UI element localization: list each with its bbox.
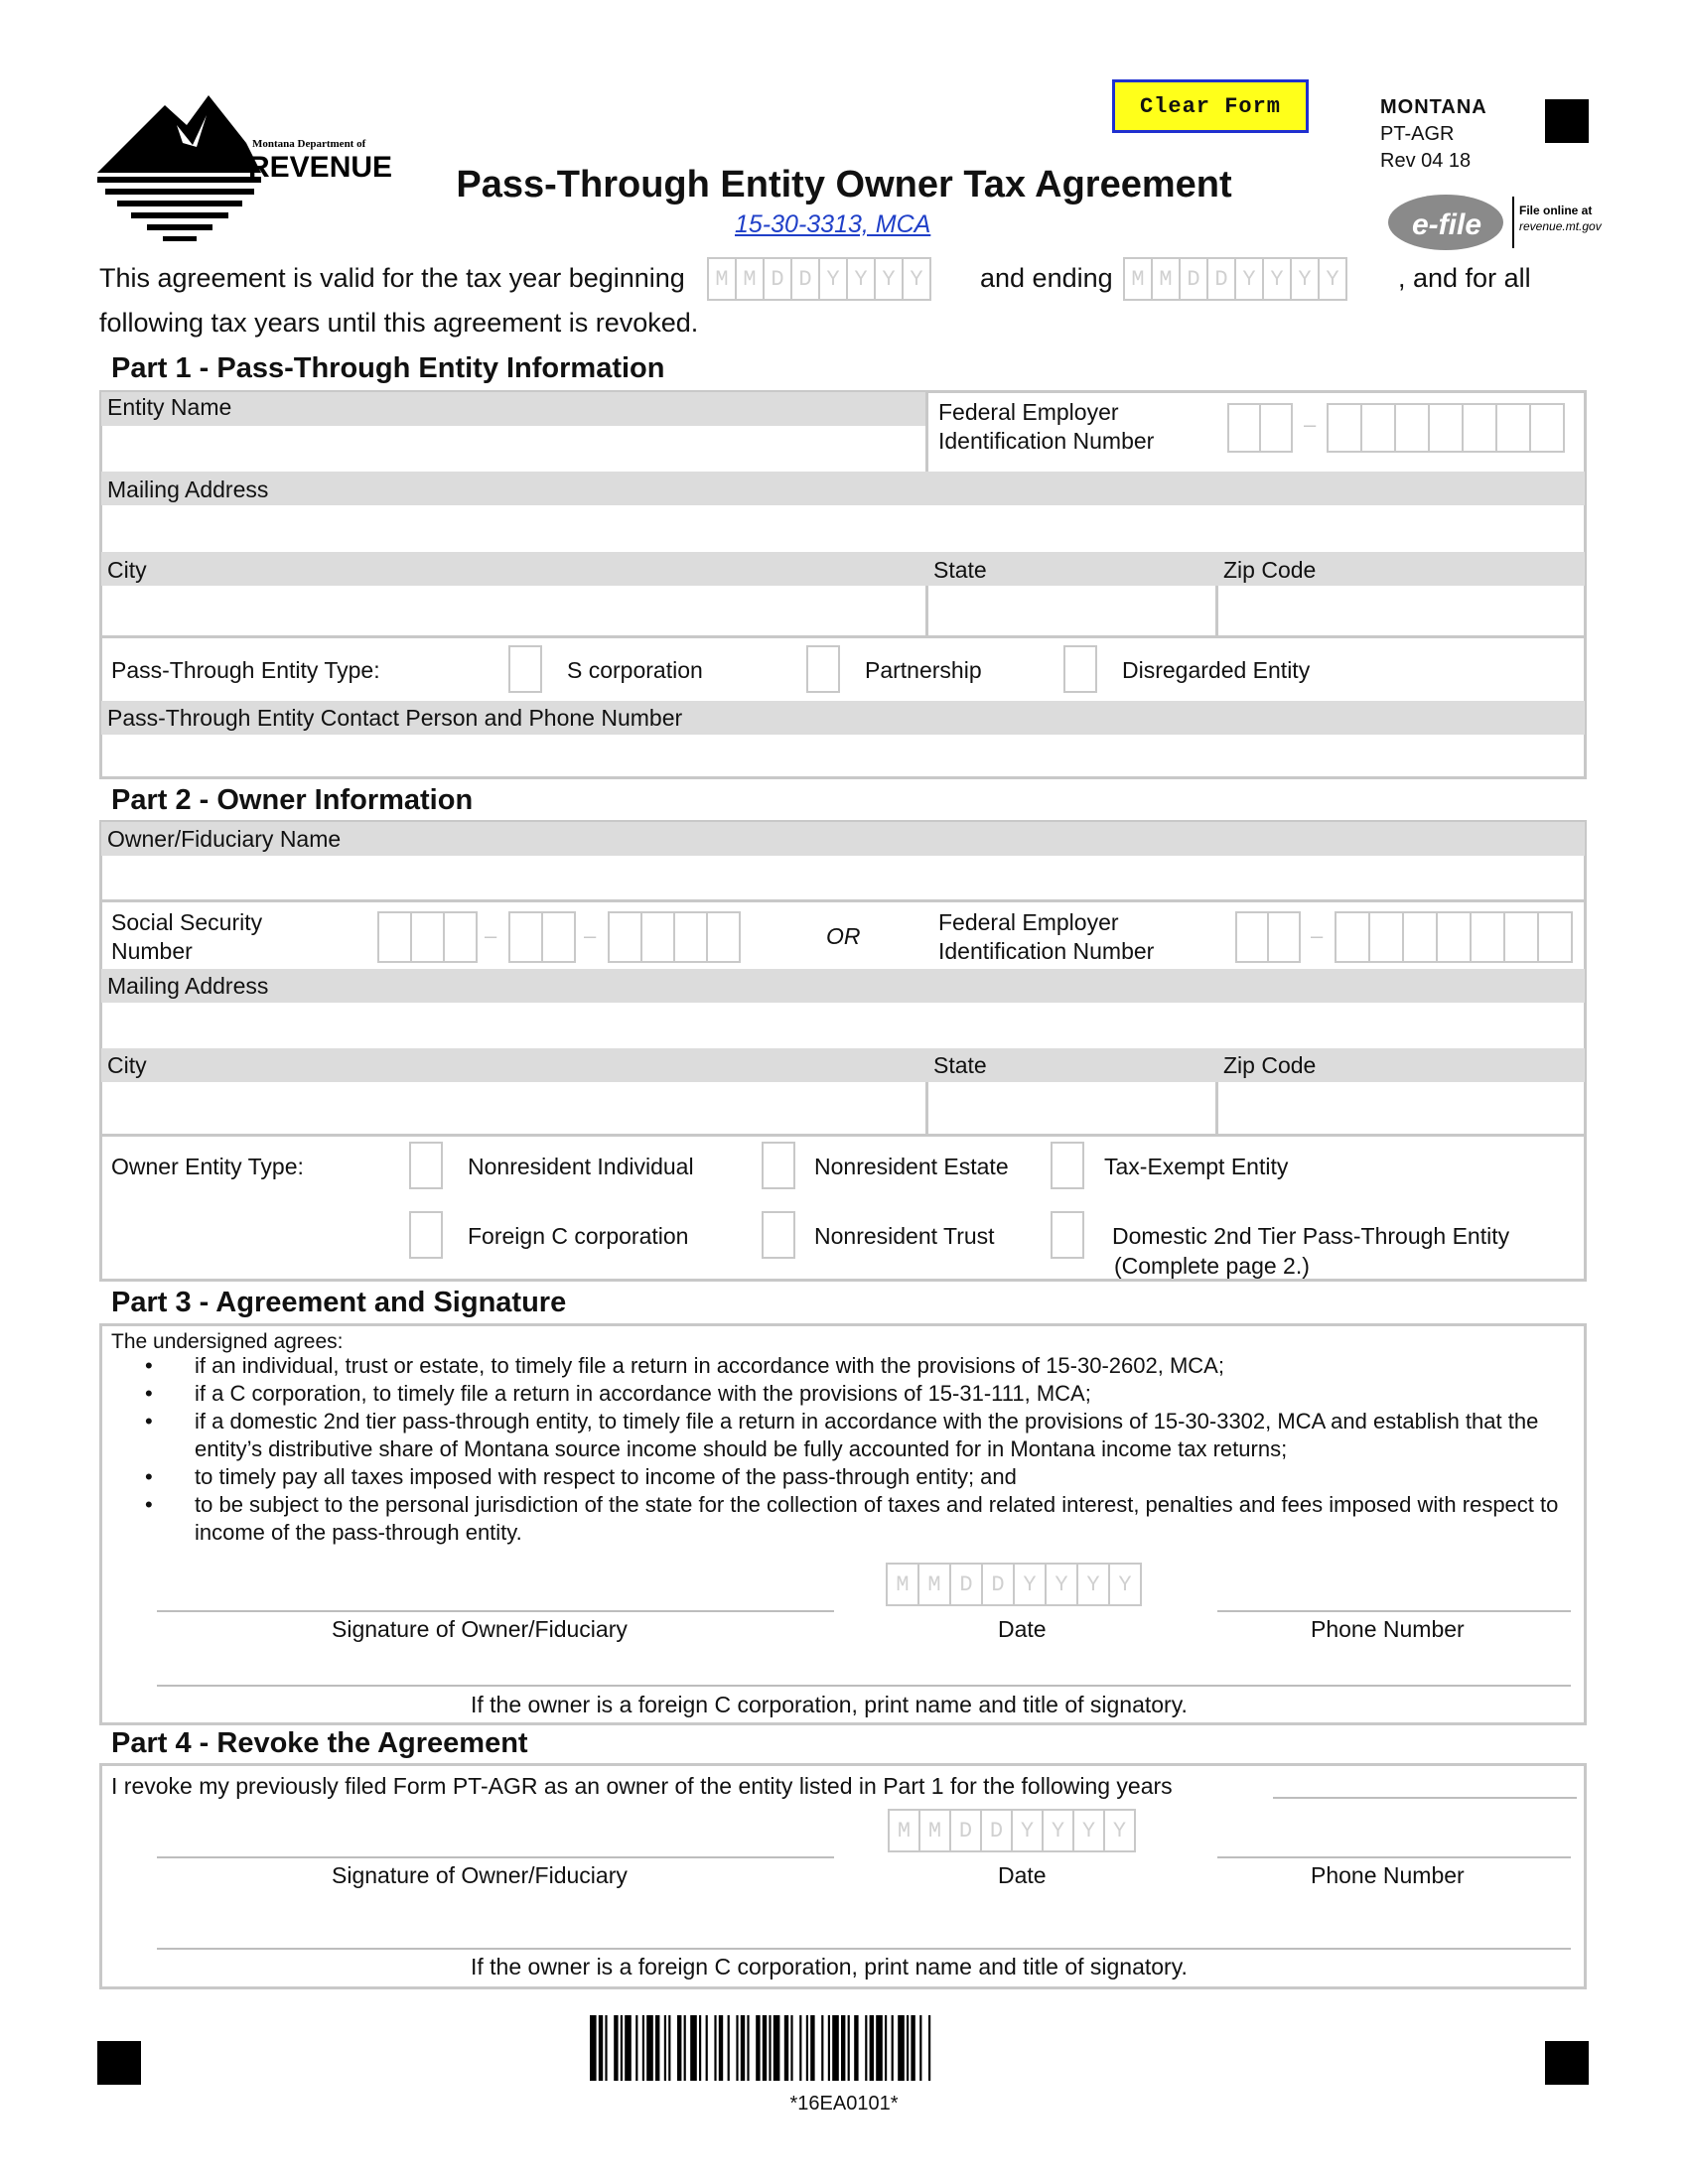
domestic-2nd-tier-label: Domestic 2nd Tier Pass-Through Entity xyxy=(1112,1223,1510,1249)
barcode-bar xyxy=(784,2015,788,2081)
zip-label: Zip Code xyxy=(1223,557,1317,583)
registration-mark xyxy=(97,2041,141,2085)
date-cell: D xyxy=(763,257,792,301)
barcode-bar xyxy=(719,2015,723,2081)
barcode-bar xyxy=(854,2015,858,2081)
disregarded-entity-checkbox[interactable] xyxy=(1063,645,1097,693)
date-cell: M xyxy=(918,1809,951,1852)
barcode-bar xyxy=(690,2015,697,2081)
date-cell: D xyxy=(949,1809,982,1852)
date-cell: Y xyxy=(1318,257,1347,301)
or-label: OR xyxy=(826,923,861,949)
contact-label: Pass-Through Entity Contact Person and Phone Number xyxy=(107,705,683,731)
date-cell: Y xyxy=(1076,1563,1110,1606)
agreement-intro: The undersigned agrees: xyxy=(111,1330,344,1353)
owner-name-label: Owner/Fiduciary Name xyxy=(107,826,342,852)
tax-exempt-entity-label: Tax-Exempt Entity xyxy=(1104,1154,1289,1179)
nonresident-estate-checkbox[interactable] xyxy=(762,1142,795,1189)
tax-exempt-entity-checkbox[interactable] xyxy=(1051,1142,1084,1189)
owner-mailing-address-label: Mailing Address xyxy=(107,973,269,999)
date-cell: M xyxy=(886,1563,919,1606)
ssn-input-1[interactable] xyxy=(377,911,476,963)
partnership-checkbox[interactable] xyxy=(806,645,840,693)
list-item: • if an individual, trust or estate, to timely file a return in accordance with the provisions of 15-30-2602, MCA; xyxy=(139,1352,1559,1380)
intro-ending-text: and ending xyxy=(980,263,1113,293)
revoke-signatory-line[interactable] xyxy=(157,1948,1571,1950)
city-label: City xyxy=(107,557,147,583)
logo-small-text: Montana Department of xyxy=(252,138,366,150)
entity-fein-input[interactable] xyxy=(1227,403,1291,453)
revoke-phone-line[interactable] xyxy=(1217,1856,1571,1858)
end-date-input[interactable] xyxy=(1123,257,1345,301)
registration-mark xyxy=(1545,2041,1589,2085)
barcode-bar xyxy=(865,2015,867,2081)
barcode-bar xyxy=(590,2015,597,2081)
date-cell: D xyxy=(980,1809,1013,1852)
barcode-bar xyxy=(706,2015,708,2081)
ssn-input-2[interactable] xyxy=(508,911,574,963)
part4-date-input[interactable] xyxy=(888,1809,1134,1852)
efile-logo xyxy=(1388,193,1602,254)
list-item: • if a C corporation, to timely file a return in accordance with the provisions of 15-31-111, MCA; xyxy=(139,1380,1559,1408)
date-cell: D xyxy=(1206,257,1236,301)
date-cell: D xyxy=(981,1563,1015,1606)
barcode-bar xyxy=(799,2015,801,2081)
part2-title: Part 2 - Owner Information xyxy=(111,784,474,816)
fein-label-1: Federal Employer xyxy=(938,399,1119,425)
barcode-bar xyxy=(870,2015,874,2081)
signature-line[interactable] xyxy=(157,1610,834,1612)
barcode-bar xyxy=(747,2015,749,2081)
revoke-text: I revoke my previously filed Form PT-AGR as an owner of the entity listed in Part 1 for the following years xyxy=(111,1773,1173,1799)
owner-type-label: Owner Entity Type: xyxy=(111,1154,304,1179)
nonresident-individual-checkbox[interactable] xyxy=(409,1142,443,1189)
efile-line2: revenue.mt.gov xyxy=(1519,219,1602,233)
owner-state-input[interactable] xyxy=(930,1084,1213,1132)
foreign-c-note: If the owner is a foreign C corporation, print name and title of signatory. xyxy=(471,1692,1188,1717)
fein-label-2: Identification Number xyxy=(938,428,1155,454)
revoke-date-label: Date xyxy=(998,1862,1047,1888)
barcode-bar xyxy=(769,2015,771,2081)
partnership-label: Partnership xyxy=(865,657,982,683)
efile-line1: File online at xyxy=(1519,204,1593,217)
owner-city-label: City xyxy=(107,1052,147,1078)
barcode-bar xyxy=(677,2015,681,2081)
barcode-bar xyxy=(605,2015,607,2081)
owner-zip-label: Zip Code xyxy=(1223,1052,1317,1078)
date-cell: M xyxy=(735,257,765,301)
date-cell: Y xyxy=(1042,1809,1074,1852)
barcode-bar xyxy=(646,2015,653,2081)
nonresident-individual-label: Nonresident Individual xyxy=(468,1154,694,1179)
disregarded-entity-label: Disregarded Entity xyxy=(1122,657,1311,683)
barcode-bar xyxy=(741,2015,745,2081)
entity-type-label: Pass-Through Entity Type: xyxy=(111,657,380,683)
state-label: State xyxy=(933,557,987,583)
revoke-years-line[interactable] xyxy=(1273,1797,1577,1799)
date-cell: Y xyxy=(1011,1809,1044,1852)
barcode-bar xyxy=(832,2015,839,2081)
barcode-bar xyxy=(756,2015,760,2081)
logo-big-text: REVENUE xyxy=(248,151,393,184)
barcode-bar xyxy=(714,2015,716,2081)
agreement-list xyxy=(139,1352,1559,1547)
phone-label: Phone Number xyxy=(1311,1616,1465,1642)
phone-line[interactable] xyxy=(1217,1610,1571,1612)
barcode-bar xyxy=(828,2015,830,2081)
entity-name-label: Entity Name xyxy=(107,394,232,420)
nonresident-trust-checkbox[interactable] xyxy=(762,1211,795,1259)
form-id: PT-AGR xyxy=(1380,123,1455,145)
foreign-c-corp-checkbox[interactable] xyxy=(409,1211,443,1259)
owner-zip-input[interactable] xyxy=(1220,1084,1583,1132)
barcode xyxy=(590,2015,1094,2087)
barcode-bar xyxy=(876,2015,883,2081)
owner-fein-input[interactable] xyxy=(1235,911,1299,963)
date-label: Date xyxy=(998,1616,1047,1642)
contact-input[interactable] xyxy=(103,737,1583,776)
date-cell: Y xyxy=(874,257,904,301)
signatory-line[interactable] xyxy=(157,1685,1571,1687)
barcode-bar xyxy=(774,2015,780,2081)
entity-name-input[interactable] xyxy=(103,429,923,469)
s-corp-checkbox[interactable] xyxy=(508,645,542,693)
clear-form-button[interactable]: Clear Form xyxy=(1112,79,1309,133)
ssn-input-3[interactable] xyxy=(608,911,739,963)
barcode-bar xyxy=(911,2015,914,2081)
barcode-text: *16EA0101* xyxy=(789,2093,899,2115)
date-cell: Y xyxy=(1108,1563,1142,1606)
part3-date-input[interactable] xyxy=(886,1563,1140,1606)
owner-state-label: State xyxy=(933,1052,987,1078)
nonresident-estate-label: Nonresident Estate xyxy=(814,1154,1009,1179)
date-cell: M xyxy=(888,1809,920,1852)
barcode-bar xyxy=(810,2015,814,2081)
date-cell: Y xyxy=(902,257,931,301)
city-input[interactable] xyxy=(103,588,923,633)
barcode-bar xyxy=(642,2015,644,2081)
form-header-info xyxy=(1380,94,1487,175)
barcode-bar xyxy=(892,2015,894,2081)
date-cell: D xyxy=(949,1563,983,1606)
barcode-bar xyxy=(848,2015,850,2081)
entity-fein-input-2[interactable] xyxy=(1327,403,1563,453)
list-item: • to timely pay all taxes imposed with respect to income of the pass-through entity; and xyxy=(139,1463,1559,1491)
owner-mailing-address-input[interactable] xyxy=(103,1005,1583,1046)
mailing-address-input[interactable] xyxy=(103,508,1583,550)
domestic-2nd-tier-checkbox[interactable] xyxy=(1051,1211,1084,1259)
intro-begin-text: This agreement is valid for the tax year beginning xyxy=(99,263,685,293)
barcode-bar xyxy=(841,2015,845,2081)
revoke-signature-label: Signature of Owner/Fiduciary xyxy=(332,1862,628,1888)
date-cell: Y xyxy=(1072,1809,1105,1852)
barcode-bar xyxy=(668,2015,670,2081)
intro-all-text: , and for all xyxy=(1398,263,1531,293)
barcode-bar xyxy=(806,2015,808,2081)
barcode-bar xyxy=(599,2015,603,2081)
date-cell: D xyxy=(790,257,820,301)
barcode-bar xyxy=(928,2015,930,2081)
date-cell: Y xyxy=(1013,1563,1047,1606)
begin-date-input[interactable] xyxy=(707,257,929,301)
date-cell: M xyxy=(707,257,737,301)
owner-name-input[interactable] xyxy=(103,858,1583,899)
barcode-bar xyxy=(885,2015,887,2081)
barcode-bar xyxy=(790,2015,792,2081)
date-cell: M xyxy=(917,1563,951,1606)
barcode-bar xyxy=(736,2015,738,2081)
owner-fein-input-2[interactable] xyxy=(1335,911,1571,963)
date-cell: Y xyxy=(846,257,876,301)
barcode-bar xyxy=(684,2015,686,2081)
state-input[interactable] xyxy=(930,588,1213,633)
date-cell: D xyxy=(1179,257,1208,301)
barcode-bar xyxy=(635,2015,637,2081)
barcode-bar xyxy=(763,2015,767,2081)
intro-line2: following tax years until this agreement is revoked. xyxy=(99,308,699,338)
revoke-phone-label: Phone Number xyxy=(1311,1862,1465,1888)
state-name: MONTANA xyxy=(1380,96,1487,118)
revoke-foreign-c-note: If the owner is a foreign C corporation, print name and title of signatory. xyxy=(471,1954,1188,1979)
barcode-bar xyxy=(621,2015,623,2081)
barcode-bar xyxy=(664,2015,666,2081)
statute-link[interactable]: 15-30-3313, MCA xyxy=(735,210,931,238)
barcode-bar xyxy=(614,2015,618,2081)
barcode-bar xyxy=(699,2015,701,2081)
date-cell: M xyxy=(1123,257,1153,301)
barcode-bar xyxy=(728,2015,730,2081)
date-cell: Y xyxy=(1290,257,1320,301)
date-cell: Y xyxy=(1234,257,1264,301)
part1-title: Part 1 - Pass-Through Entity Information xyxy=(111,352,665,384)
revision: Rev 04 18 xyxy=(1380,150,1472,172)
part4-title: Part 4 - Revoke the Agreement xyxy=(111,1727,528,1759)
complete-page2-note: (Complete page 2.) xyxy=(1114,1253,1310,1279)
form-title: Pass-Through Entity Owner Tax Agreement xyxy=(456,164,1232,205)
revenue-logo xyxy=(97,95,405,244)
barcode-bar xyxy=(821,2015,823,2081)
owner-city-input[interactable] xyxy=(103,1084,923,1132)
foreign-c-corp-label: Foreign C corporation xyxy=(468,1223,689,1249)
revoke-signature-line[interactable] xyxy=(157,1856,834,1858)
date-cell: Y xyxy=(818,257,848,301)
date-cell: M xyxy=(1151,257,1181,301)
date-cell: Y xyxy=(1045,1563,1078,1606)
list-item: • to be subject to the personal jurisdiction of the state for the collection of taxes and related interest, penalties and fees imposed with respect to income of the pass-through entity. xyxy=(139,1491,1559,1547)
ssn-label-2: Number xyxy=(111,938,193,964)
s-corp-label: S corporation xyxy=(567,657,703,683)
efile-badge-text: e-file xyxy=(1412,208,1482,241)
barcode-bar xyxy=(655,2015,659,2081)
barcode-bar xyxy=(898,2015,905,2081)
registration-mark xyxy=(1545,99,1589,143)
zip-input[interactable] xyxy=(1220,588,1583,633)
mailing-address-label: Mailing Address xyxy=(107,477,269,502)
owner-fein-label-2: Identification Number xyxy=(938,938,1155,964)
nonresident-trust-label: Nonresident Trust xyxy=(814,1223,995,1249)
barcode-bar xyxy=(625,2015,632,2081)
barcode-bar xyxy=(907,2015,909,2081)
owner-fein-label-1: Federal Employer xyxy=(938,909,1119,935)
list-item: • if a domestic 2nd tier pass-through entity, to timely file a return in accordance with the provisions of 15-30-3302, MCA and establish that the entity’s distributive share of Montana source income should be fully accounted for in Montana income tax returns; xyxy=(139,1408,1559,1463)
barcode-bar xyxy=(919,2015,921,2081)
date-cell: Y xyxy=(1103,1809,1136,1852)
ssn-label-1: Social Security xyxy=(111,909,263,935)
part3-title: Part 3 - Agreement and Signature xyxy=(111,1287,567,1318)
date-cell: Y xyxy=(1262,257,1292,301)
signature-label: Signature of Owner/Fiduciary xyxy=(332,1616,628,1642)
